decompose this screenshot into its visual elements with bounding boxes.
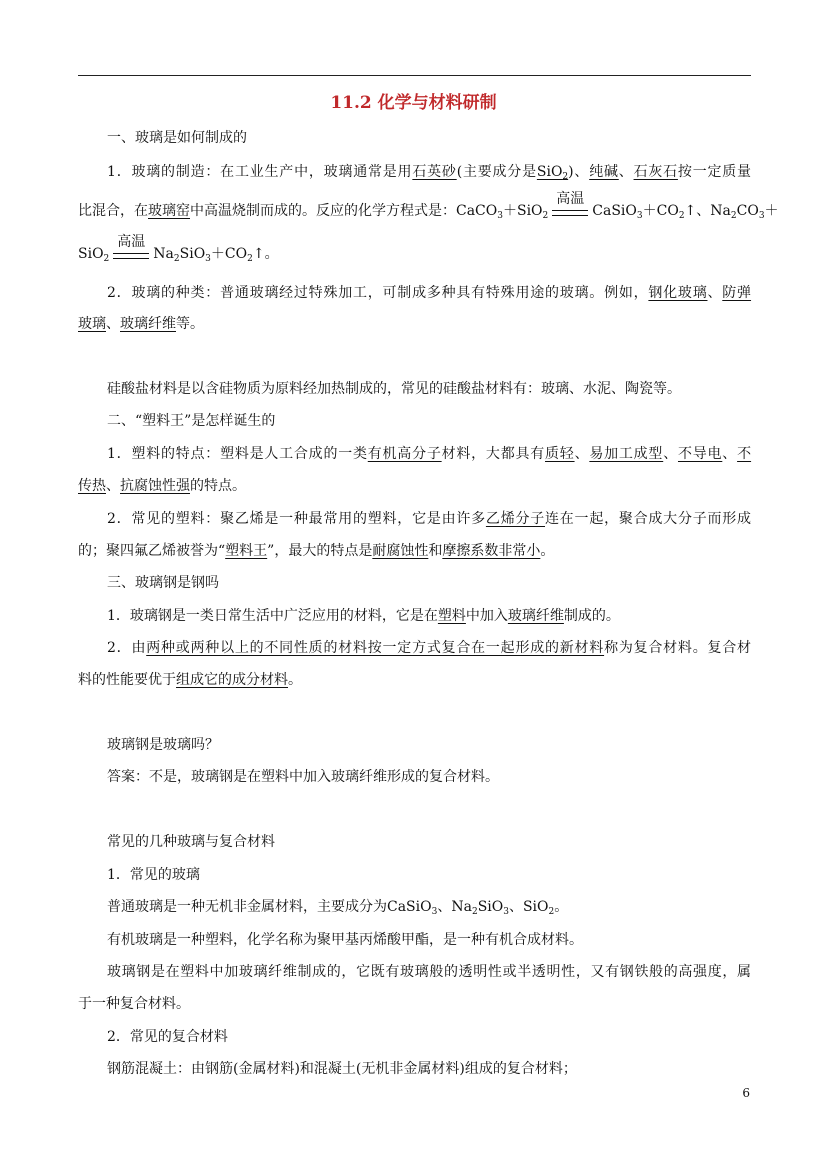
question-text: 玻璃钢是玻璃吗？ [107,737,219,753]
paragraph-common-plastics-line2: 的；聚四氟乙烯被誉为“塑料王”，最大的特点是耐腐蚀性和摩擦系数非常小。 [78,543,555,559]
reaction-condition: 高温 [113,244,149,264]
header-rule [78,75,751,76]
paragraph-frp-properties-line1: 玻璃钢是在塑料中加玻璃纤维制成的，它既有玻璃般的透明性或半透明性，又有钢铁般的高强度，属 [107,964,751,980]
paragraph-composite-line2: 料的性能要优于组成它的成分材料。 [78,672,302,688]
paragraph-plastic-features-line2: 传热、抗腐蚀性强的特点。 [78,478,246,494]
section-heading-frp: 三、玻璃钢是钢吗 [107,575,219,591]
paragraph-glass-types-line1: 2．玻璃的种类：普通玻璃经过特殊加工，可制成多种具有特殊用途的玻璃。例如，钢化玻璃、防弹 [107,285,752,301]
paragraph-ordinary-glass: 普通玻璃是一种无机非金属材料，主要成分为CaSiO$_3$、$Na_2SiO_3$、SiO$_2$。 [107,899,569,917]
paragraph-composite-line1: 2．由两种或两种以上的不同性质的材料按一定方式复合在一起形成的新材料称为复合材料。复合材 [107,640,752,656]
paragraph-glass-making-line3: SiO$_2$ 高温 $Na_2SiO_3+CO_2↑$。 [78,234,279,264]
page-title: 11.2 化学与材料研制 [330,93,497,113]
page-number: 6 [742,1086,750,1100]
subheading-common-glass: 1．常见的玻璃 [107,867,200,883]
paragraph-glass-making-line2: 比混合，在玻璃窑中高温烧制而成的。反应的化学方程式是：CaCO$_3$＋SiO$_2$ 高温 $CaSiO_3+CO_2↑$、$Na_2CO_3+$ [78,191,779,221]
section-heading-glass: 一、玻璃是如何制成的 [107,130,247,146]
paragraph-organic-glass: 有机玻璃是一种塑料，化学名称为聚甲基丙烯酸甲酯，是一种有机合成材料。 [107,932,583,948]
paragraph-frp-definition: 1．玻璃钢是一类日常生活中广泛应用的材料，它是在塑料中加入玻璃纤维制成的。 [107,608,620,624]
answer-text: 答案：不是，玻璃钢是在塑料中加入玻璃纤维形成的复合材料。 [107,769,499,785]
paragraph-frp-properties-line2: 于一种复合材料。 [78,996,190,1012]
subheading-common-composites: 2．常见的复合材料 [107,1029,228,1045]
section-heading-plastic: 二、“塑料王”是怎样诞生的 [107,413,276,429]
section-heading-common-materials: 常见的几种玻璃与复合材料 [107,834,275,850]
paragraph-glass-types-line2: 玻璃、玻璃纤维等。 [78,316,204,332]
paragraph-plastic-features-line1: 1．塑料的特点：塑料是人工合成的一类有机高分子材料，大都具有质轻、易加工成型、不导电、不 [107,446,752,462]
paragraph-silicate: 硅酸盐材料是以含硅物质为原料经加热制成的，常见的硅酸盐材料有：玻璃、水泥、陶瓷等。 [107,381,681,397]
paragraph-reinforced-concrete: 钢筋混凝土：由钢筋(金属材料)和混凝土(无机非金属材料)组成的复合材料； [107,1061,577,1077]
reaction-condition: 高温 [552,201,588,221]
paragraph-common-plastics-line1: 2．常见的塑料：聚乙烯是一种最常用的塑料，它是由许多乙烯分子连在一起，聚合成大分子而形成 [107,511,752,527]
paragraph-glass-making-line1: 1．玻璃的制造：在工业生产中，玻璃通常是用石英砂(主要成分是SiO$_2$)、纯碱、石灰石按一定质量 [107,164,752,182]
